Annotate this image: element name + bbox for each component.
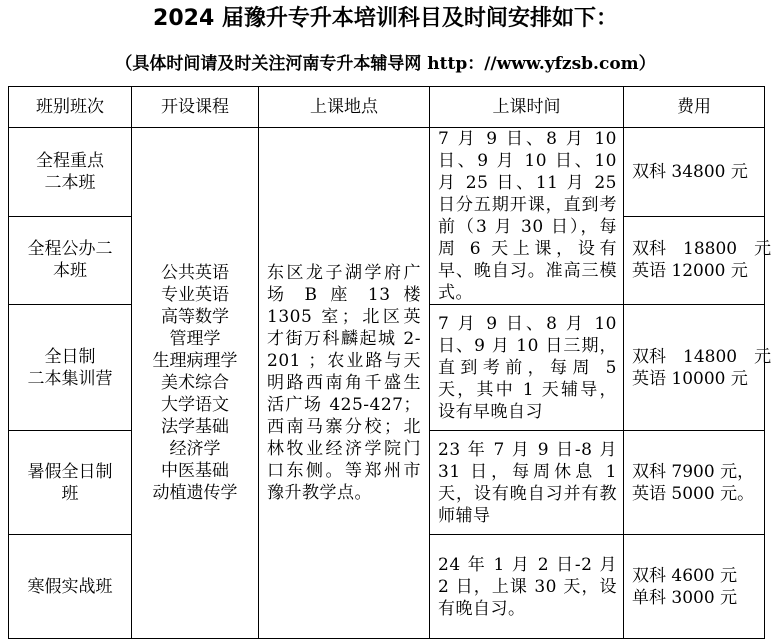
- course-item: 美术综合: [161, 373, 229, 393]
- page-subtitle: （具体时间请及时关注河南专升本辅导网 http：//www.yfzsb.com）: [115, 54, 656, 74]
- class-name-line: 寒假实战班: [27, 576, 113, 597]
- course-item: 经济学: [169, 439, 221, 459]
- time-cell: 24 年 1 月 2 日-2 月 2 日，上课 30 天，设有晚自习。: [430, 535, 624, 639]
- fee-cell: [624, 216, 771, 305]
- class-name-line: 本班: [53, 261, 87, 282]
- time-cell: 23 年 7 月 9 日-8 月 31 日，每周休息 1 天，设有晚自习并有教师辅导: [430, 431, 624, 535]
- fee-line: 双科 18800 元: [632, 239, 771, 260]
- location-cell: 东区龙子湖学府广场 B 座 13 楼 1305 室；北区英才街万科麟起城 2-201 ；农业路与天明路西南角千盛生活广场 425-427；西南马寨分校；北林牧业经济学院门口东侧。等郑州市豫升教学点。: [259, 128, 430, 639]
- class-name-cell: [9, 216, 132, 305]
- page-title: 2024 届豫升专升本培训科目及时间安排如下：: [153, 6, 618, 31]
- fee-cell: [624, 128, 765, 217]
- class-name-cell: [9, 431, 132, 535]
- table-row: [9, 128, 765, 217]
- course-item: 法学基础: [161, 417, 229, 437]
- course-item: 高等数学: [161, 307, 229, 327]
- fee-cell: [624, 305, 771, 431]
- header-class: 班别班次: [9, 87, 132, 128]
- class-name-cell: [9, 128, 132, 217]
- course-item: 生理病理学: [152, 351, 238, 371]
- fee-line: 双科 7900 元，: [632, 461, 755, 482]
- header-location: 上课地点: [259, 87, 430, 128]
- class-name-cell: [9, 305, 132, 431]
- fee-cell: [624, 535, 765, 639]
- course-item: 中医基础: [161, 461, 229, 481]
- class-name-line: 全程公办二: [27, 239, 113, 260]
- header-courses: 开设课程: [132, 87, 259, 128]
- course-item: 公共英语: [161, 263, 229, 283]
- class-name-line: 二本班: [44, 172, 96, 193]
- fee-cell: [624, 431, 765, 535]
- table-header-row: [9, 87, 765, 128]
- fee-line: 英语 10000 元: [632, 368, 748, 389]
- fee-line: 双科 4600 元: [632, 565, 738, 586]
- time-cell: 7 月 9 日、8 月 10 日、9 月 10 日三期，直到考前，每周 5 天，其中 1 天辅导，设有早晚自习: [430, 305, 624, 431]
- class-name-line: 暑假全日制: [27, 461, 113, 482]
- fee-line: 单科 3000 元: [632, 587, 738, 608]
- time-cell: 7 月 9 日、8 月 10 日、9 月 10 日、10 月 25 日、11 月 25 日分五期开课，直到考前（3 月 30 日），每周 6 天上课，设有早、晚自习。准高三模式。: [430, 128, 624, 305]
- course-item: 动植遗传学: [152, 483, 238, 503]
- class-name-line: 班: [61, 483, 79, 504]
- class-name-line: 二本集训营: [27, 368, 113, 389]
- header-fee: 费用: [624, 87, 765, 128]
- class-name-line: 全日制: [44, 346, 96, 367]
- class-name-line: 全程重点: [36, 150, 104, 171]
- course-item: 管理学: [169, 329, 221, 349]
- courses-cell: [132, 128, 259, 639]
- header-time: 上课时间: [430, 87, 624, 128]
- fee-line: 双科 14800 元: [632, 346, 771, 367]
- schedule-table: [8, 86, 771, 639]
- fee-line: 双科 34800 元: [632, 161, 748, 182]
- fee-line: 英语 12000 元: [632, 261, 748, 282]
- fee-line: 英语 5000 元。: [632, 483, 755, 504]
- class-name-cell: [9, 535, 132, 639]
- course-item: 大学语文: [161, 395, 229, 415]
- course-item: 专业英语: [161, 285, 229, 305]
